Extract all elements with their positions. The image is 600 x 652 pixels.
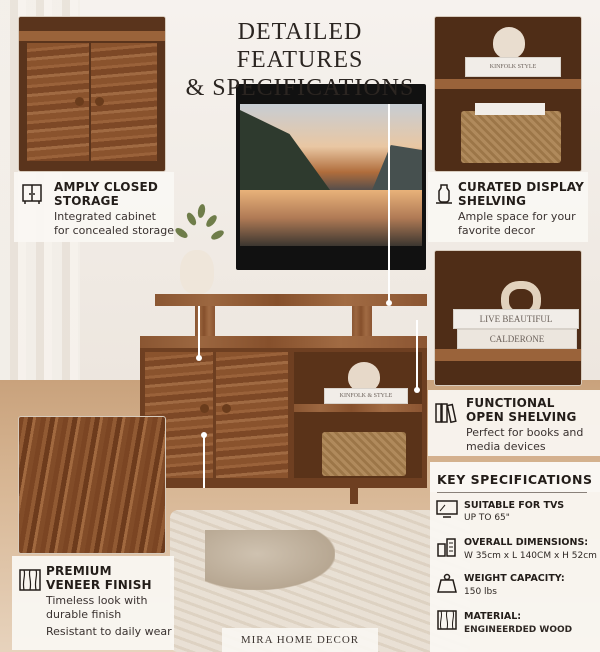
- title-line-1: DETAILED FEATURES: [236, 19, 364, 73]
- feature-title-line: OPEN SHELVING: [466, 410, 577, 424]
- callout-line: [198, 306, 200, 358]
- spec-label: SUITABLE FOR TVS: [464, 500, 565, 511]
- inset-closed-cabinet: [18, 16, 166, 172]
- shelf-book-title: LIVE BEAUTIFUL: [479, 314, 553, 324]
- woven-basket: [322, 432, 406, 476]
- feature-title-line: SHELVING: [458, 194, 527, 208]
- feature-title: [46, 564, 152, 592]
- feature-title-line: FUNCTIONAL: [466, 396, 555, 410]
- spec-heading: KEY SPECIFICATIONS: [437, 472, 593, 487]
- vase-icon: [432, 182, 456, 206]
- feature-description: [54, 210, 174, 238]
- spec-label: WEIGHT CAPACITY:: [464, 573, 565, 584]
- spec-value: UP TO 65": [464, 513, 510, 523]
- wood-grain-icon: [18, 568, 42, 592]
- weight-icon: [436, 572, 458, 599]
- feature-desc-line: Perfect for books and: [466, 426, 584, 439]
- tv-icon: [436, 500, 458, 523]
- feature-description: [46, 594, 172, 639]
- stand-leg: [350, 486, 358, 504]
- throw-blanket: [205, 530, 335, 590]
- title-line-2: & SPECIFICATIONS: [185, 75, 415, 101]
- feature-desc-line: favorite decor: [458, 224, 536, 237]
- feature-title: [54, 180, 158, 208]
- feature-desc-line: Timeless look with: [46, 594, 148, 607]
- inset-display-shelving: [434, 16, 582, 172]
- feature-title-line: PREMIUM: [46, 564, 112, 578]
- door-knob: [222, 404, 231, 413]
- feature-title-line: AMPLY CLOSED: [54, 180, 159, 194]
- callout-line: [388, 104, 390, 304]
- inset-veneer-closeup: [18, 416, 166, 554]
- plant-vase: [180, 250, 214, 294]
- stand-door-right: [216, 352, 288, 478]
- books-icon: [434, 400, 458, 424]
- callout-dot: [386, 300, 392, 306]
- callout-dot: [196, 355, 202, 361]
- material-icon: [436, 609, 458, 636]
- feature-description: [458, 210, 576, 238]
- spec-label: MATERIAL:: [464, 611, 522, 622]
- stand-shelf-board: [294, 404, 422, 412]
- stand-top-board: [140, 336, 427, 348]
- feature-title: [458, 180, 584, 208]
- callout-line: [203, 436, 205, 488]
- inset-open-shelving: [434, 250, 582, 386]
- page-title: [175, 18, 425, 102]
- spec-value: W 35cm x L 140CM x H 52cm: [464, 551, 597, 561]
- tv-lake: [240, 190, 422, 246]
- spec-value: ENGINEERDED WOOD: [464, 625, 573, 635]
- feature-description: [466, 426, 583, 454]
- door-knob: [200, 404, 209, 413]
- shelf-book-title: CALDERONE: [489, 334, 545, 344]
- brand-name: MIRA HOME DECOR: [240, 634, 360, 646]
- feature-desc-line: Resistant to daily wear: [46, 625, 172, 638]
- stand-book-title: KINFOLK & STYLE: [339, 393, 393, 399]
- callout-dot: [414, 387, 420, 393]
- spec-value: 150 lbs: [464, 587, 497, 597]
- callout-line: [416, 320, 418, 390]
- feature-desc-line: for concealed storage: [54, 224, 175, 237]
- feature-title: [466, 396, 577, 424]
- feature-title-line: STORAGE: [54, 194, 120, 208]
- spec-divider: [437, 492, 587, 493]
- dimensions-icon: [436, 536, 458, 563]
- feature-desc-line: Ample space for your: [458, 210, 576, 223]
- shelf-book-title: KINFOLK STYLE: [489, 64, 537, 70]
- feature-desc-line: media devices: [466, 440, 546, 453]
- feature-title-line: VENEER FINISH: [46, 578, 152, 592]
- feature-desc-line: durable finish: [46, 608, 122, 621]
- feature-title-line: CURATED DISPLAY: [458, 180, 585, 194]
- spec-label: OVERALL DIMENSIONS:: [464, 537, 589, 548]
- stand-books: [324, 388, 408, 404]
- stand-riser: [352, 306, 372, 338]
- callout-dot: [201, 432, 207, 438]
- feature-desc-line: Integrated cabinet: [54, 210, 156, 223]
- cabinet-icon: [20, 182, 44, 206]
